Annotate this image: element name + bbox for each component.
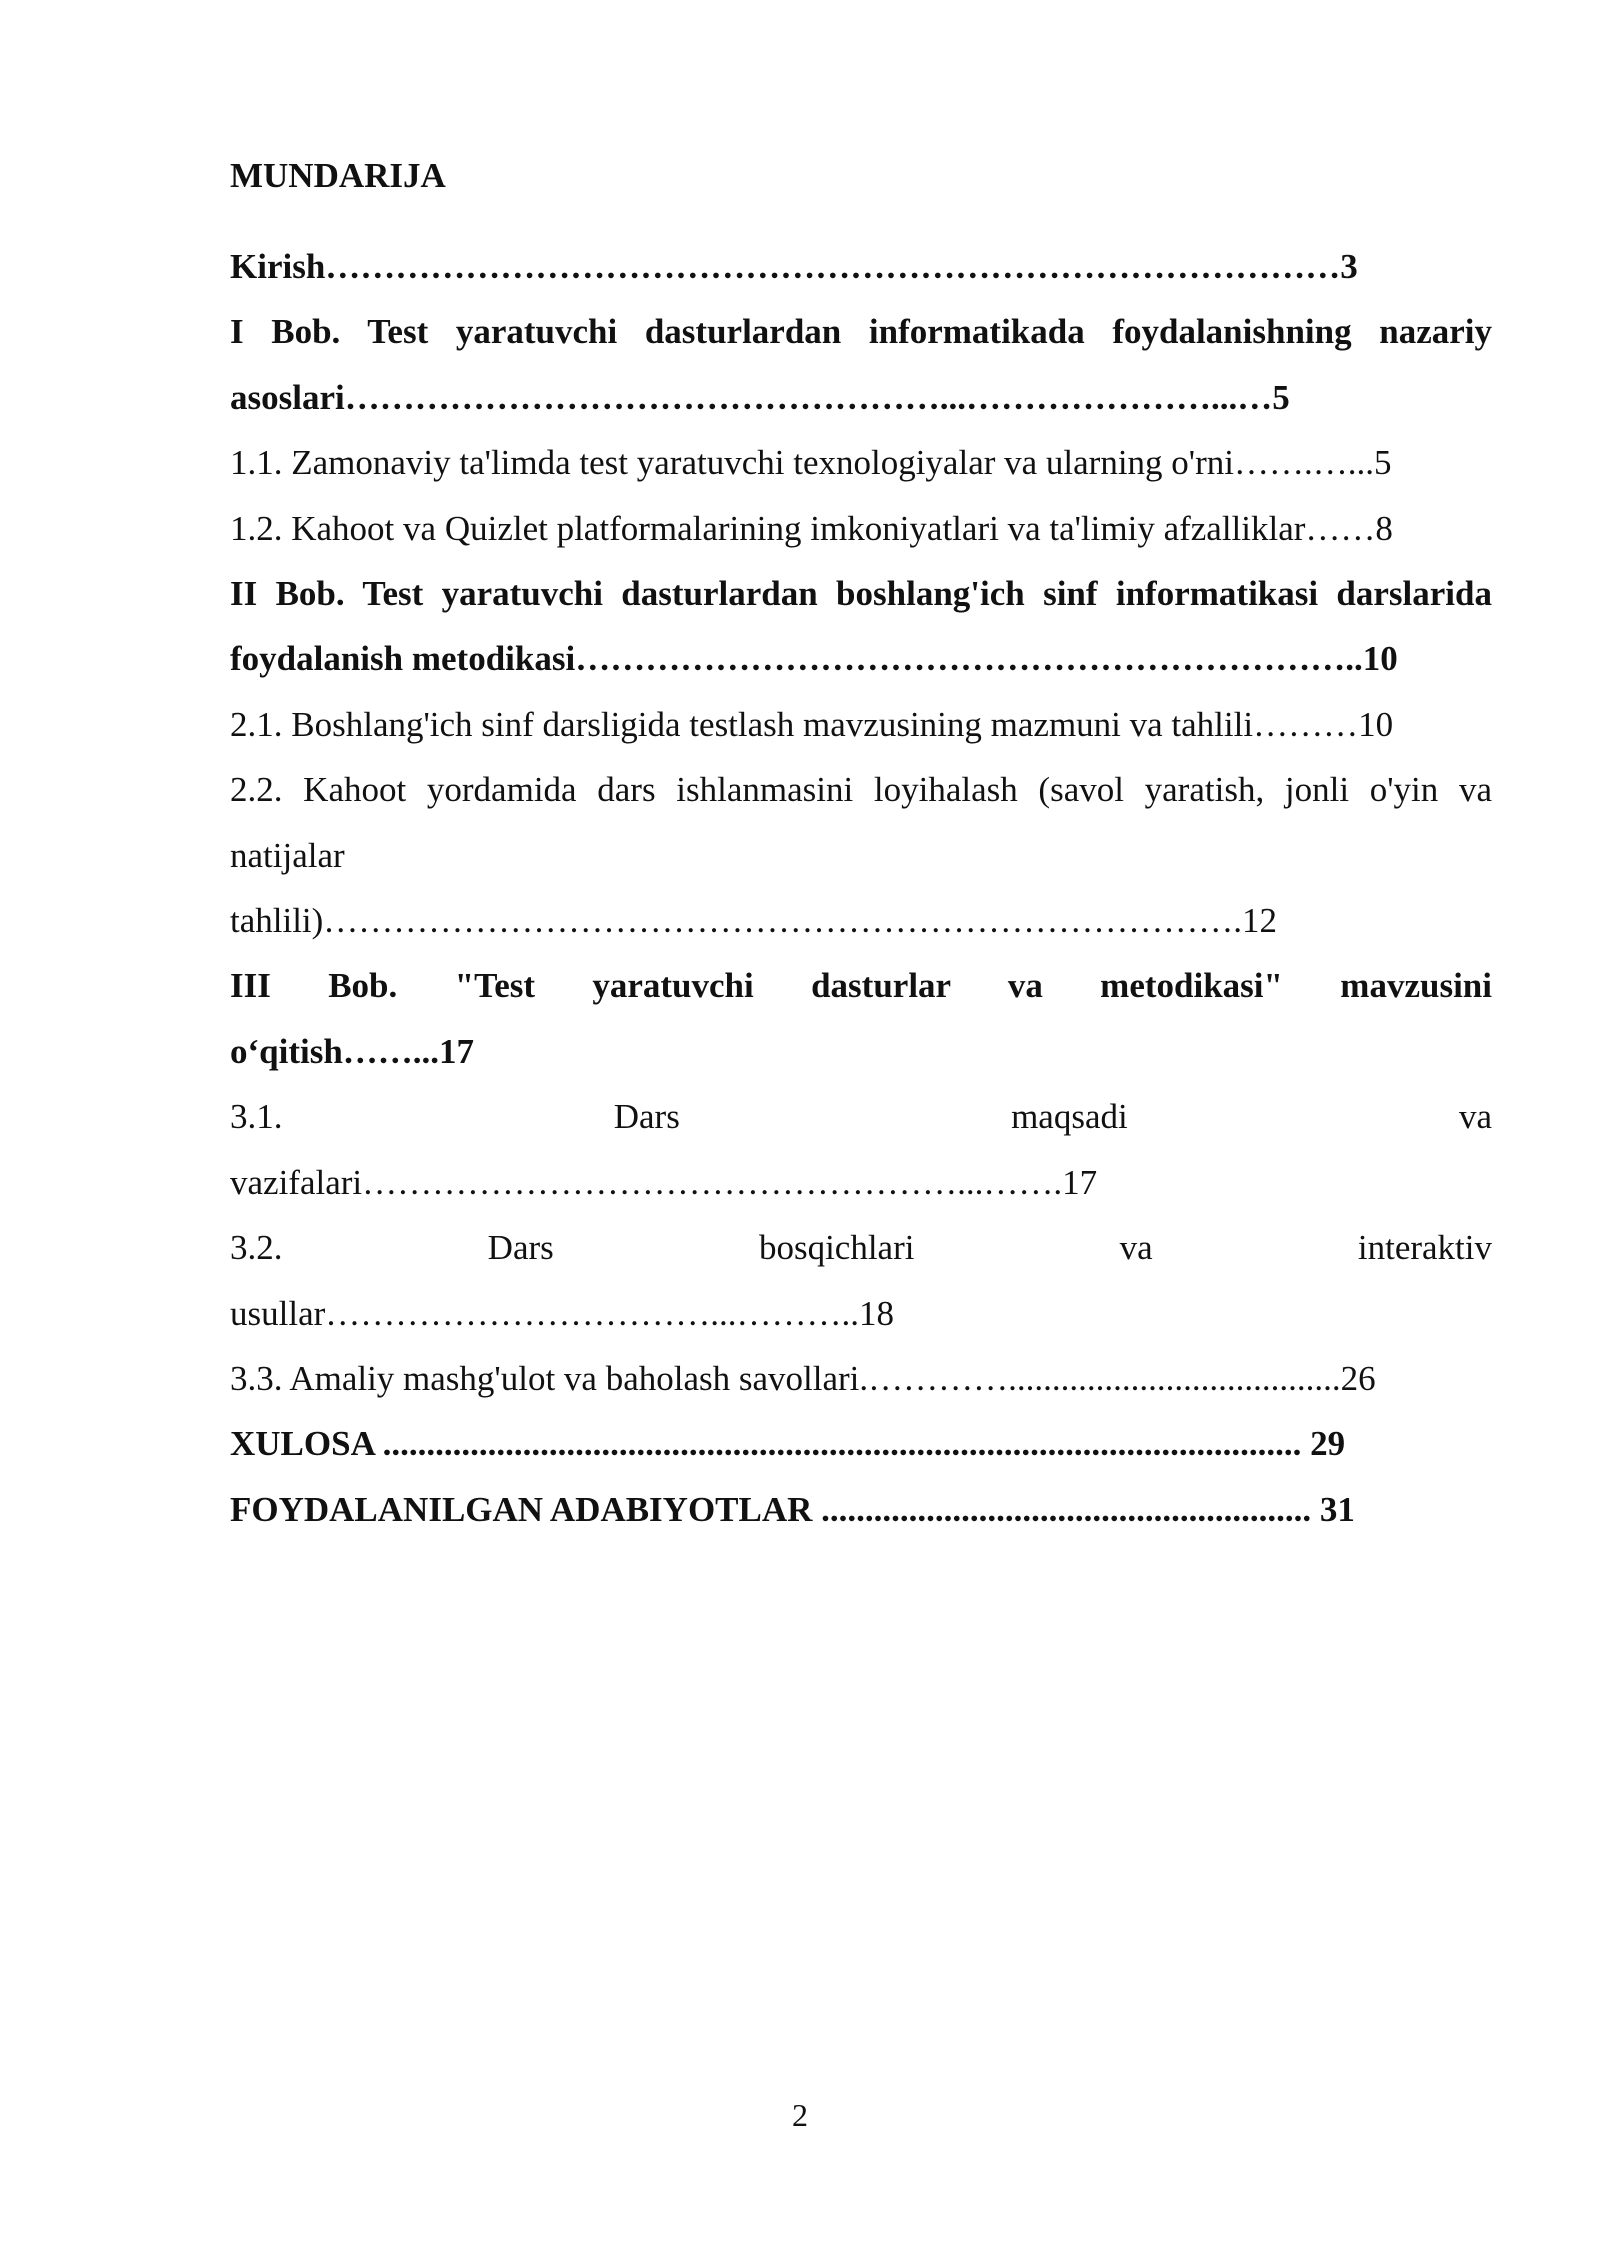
toc-lines xyxy=(230,234,1492,1542)
toc-entry: XULOSA ......................................................................................................... 29 xyxy=(230,1424,1346,1464)
toc-entry: 1.2. Kahoot va Quizlet platformalarining imkoniyatlari va ta'limiy afzalliklar……8 xyxy=(230,508,1393,548)
toc-title: MUNDARIJA xyxy=(230,156,446,195)
toc-entry: FOYDALANILGAN ADABIYOTLAR ........................................................ 31 xyxy=(230,1489,1355,1529)
toc-entry: o‘qitish……...17 xyxy=(230,1031,475,1071)
toc-entry: I Bob. Test yaratuvchi dasturlardan informatikada foydalanishning nazariy xyxy=(230,312,1492,352)
page-number: 2 xyxy=(792,2097,808,2133)
toc-entry: II Bob. Test yaratuvchi dasturlardan boshlang'ich sinf informatikasi darslarida xyxy=(230,574,1492,614)
toc-entry: III Bob. "Test yaratuvchi dasturlar va metodikasi" mavzusini xyxy=(230,966,1492,1006)
toc-entry: vazifalari……………………………………………...…….17 xyxy=(230,1162,1098,1202)
toc-entry: 3.1. Dars maqsadi va xyxy=(230,1097,1492,1137)
table-of-contents xyxy=(230,148,1492,1542)
toc-entry: natijalar xyxy=(230,835,345,875)
toc-entry: 2.2. Kahoot yordamida dars ishlanmasini loyihalash (savol yaratish, jonli o'yin va xyxy=(230,770,1492,810)
toc-entry: 3.2. Dars bosqichlari va interaktiv xyxy=(230,1228,1492,1268)
toc-entry: usullar……………………………...………..18 xyxy=(230,1293,895,1333)
toc-entry: foydalanish metodikasi…………………………………………………………..10 xyxy=(230,639,1398,679)
toc-entry: asoslari……………………………………………...…………………...…5 xyxy=(230,377,1290,417)
toc-entry: 3.3. Amaliy mashg'ulot va baholash savollari.…………......................................26 xyxy=(230,1358,1376,1398)
toc-entry: tahlili)…………………………………………………………………….12 xyxy=(230,901,1278,941)
toc-entry: 2.1. Boshlang'ich sinf darsligida testlash mavzusining mazmuni va tahlili………10 xyxy=(230,704,1394,744)
toc-entry: 1.1. Zamonaviy ta'limda test yaratuvchi texnologiyalar va ularning o'rni…….…...5 xyxy=(230,443,1392,483)
toc-entry: Kirish……………………………………………………………………………3 xyxy=(230,247,1358,286)
